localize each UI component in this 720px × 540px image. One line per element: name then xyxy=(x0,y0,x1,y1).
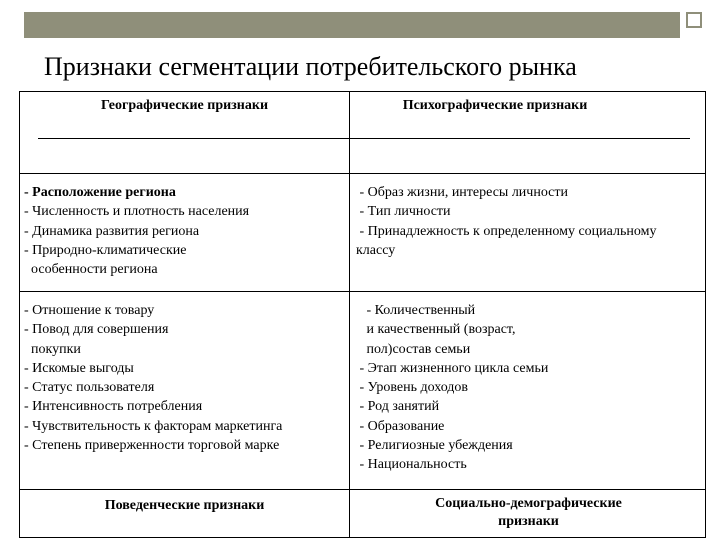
list-item: - Расположение региона xyxy=(24,185,176,200)
list-item: особенности региона xyxy=(24,262,158,278)
list-item: классу xyxy=(356,242,396,258)
list-item: пол)состав семьи xyxy=(356,341,471,357)
behavioral-list xyxy=(24,301,282,455)
list-item: - Интенсивность потребления xyxy=(24,399,203,415)
corner-decoration xyxy=(686,12,702,28)
header-underline xyxy=(350,138,690,139)
list-item: - Национальность xyxy=(356,457,467,473)
list-item: - Отношение к товару xyxy=(24,303,155,318)
slide-title: Признаки сегментации потребительского рынка xyxy=(44,52,577,81)
row-divider xyxy=(20,291,705,292)
row-divider xyxy=(20,489,705,490)
list-item: покупки xyxy=(24,341,81,357)
list-item: - Этап жизненного цикла семьи xyxy=(356,360,549,376)
psychographic-header: Психографические признаки xyxy=(402,98,588,113)
behavioral-header: Поведенческие признаки xyxy=(104,498,265,513)
list-item: - Динамика развития региона xyxy=(24,223,200,239)
list-item: - Религиозные убеждения xyxy=(356,438,513,454)
list-item: - Образование xyxy=(356,418,445,434)
list-item: и качественный (возраст, xyxy=(356,322,516,338)
list-item: - Искомые выгоды xyxy=(24,360,134,376)
list-item: - Образ жизни, интересы личности xyxy=(356,185,569,200)
socio-demographic-list xyxy=(356,301,548,475)
list-item: - Род занятий xyxy=(356,399,440,415)
list-item: - Принадлежность к определенному социальному xyxy=(356,223,657,239)
row-divider xyxy=(20,173,705,174)
list-item: - Тип личности xyxy=(356,204,451,220)
list-item: - Степень приверженности торговой марке xyxy=(24,438,280,454)
column-divider xyxy=(349,92,350,537)
psychographic-list xyxy=(356,183,656,260)
geographic-header: Географические признаки xyxy=(100,98,269,113)
list-item: - Численность и плотность населения xyxy=(24,204,250,220)
list-item: - Природно-климатические xyxy=(24,242,187,258)
socio-demographic-header: Социально-демографические признаки xyxy=(435,496,622,529)
segmentation-table xyxy=(19,91,706,538)
list-item: - Количественный xyxy=(356,303,476,318)
list-item: - Уровень доходов xyxy=(356,380,469,396)
list-item: - Статус пользователя xyxy=(24,380,155,396)
geographic-list xyxy=(24,183,249,279)
list-item: - Чувствительность к факторам маркетинга xyxy=(24,418,283,434)
title-bar-decoration xyxy=(24,12,680,38)
header-underline xyxy=(38,138,349,139)
list-item: - Повод для совершения xyxy=(24,322,169,338)
